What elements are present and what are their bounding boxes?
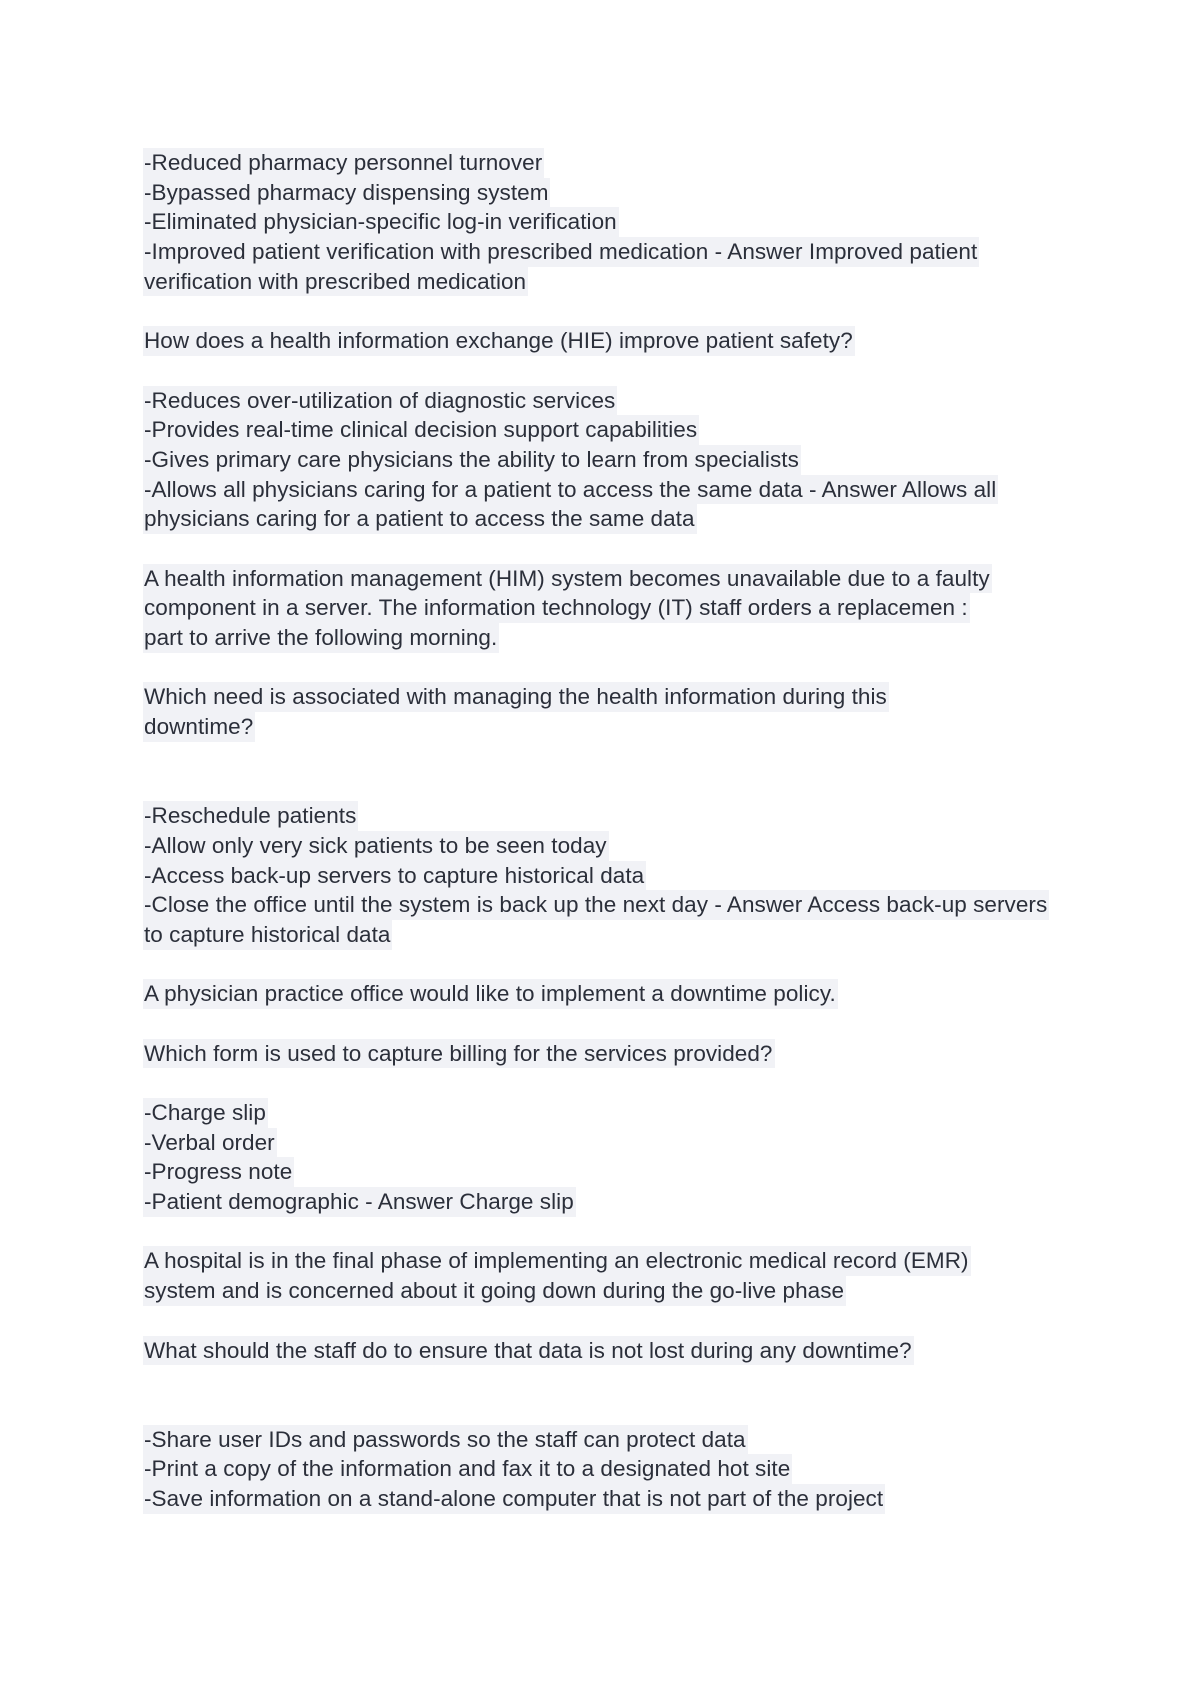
text-row: [143, 890, 1123, 920]
text-line: How does a health information exchange (HIE) improve patient safety?: [143, 326, 855, 356]
text-block: [143, 564, 1123, 653]
text-block: [143, 1336, 1123, 1366]
text-block: [143, 1246, 1123, 1305]
text-block: [143, 148, 1123, 296]
text-row: [143, 920, 1123, 950]
paragraph-gap: [143, 742, 1123, 801]
text-line: Which need is associated with managing the health information during this: [143, 682, 889, 712]
text-line: -Bypassed pharmacy dispensing system: [143, 178, 550, 208]
text-row: [143, 415, 1123, 445]
text-row: [143, 178, 1123, 208]
text-row: [143, 831, 1123, 861]
paragraph-gap: [143, 1068, 1123, 1098]
text-row: [143, 1336, 1123, 1366]
text-block: [143, 682, 1123, 741]
text-line: system and is concerned about it going down during the go-live phase: [143, 1276, 846, 1306]
text-line: component in a server. The information technology (IT) staff orders a replacemen :: [143, 593, 970, 623]
text-block: [143, 326, 1123, 356]
text-row: [143, 1425, 1123, 1455]
text-line: -Reschedule patients: [143, 801, 358, 831]
paragraph-gap: [143, 653, 1123, 683]
text-line: -Improved patient verification with prescribed medication - Answer Improved patient: [143, 237, 979, 267]
text-line: -Progress note: [143, 1157, 294, 1187]
text-block: [143, 386, 1123, 534]
text-row: [143, 623, 1123, 653]
text-row: [143, 1246, 1123, 1276]
document-content: [143, 148, 1123, 1514]
text-row: [143, 1157, 1123, 1187]
text-block: [143, 801, 1123, 949]
paragraph-gap: [143, 1365, 1123, 1424]
text-row: [143, 682, 1123, 712]
text-row: [143, 445, 1123, 475]
text-line: physicians caring for a patient to access the same data: [143, 504, 697, 534]
text-line: -Verbal order: [143, 1128, 277, 1158]
paragraph-gap: [143, 296, 1123, 326]
text-row: [143, 1039, 1123, 1069]
text-line: -Patient demographic - Answer Charge slip: [143, 1187, 576, 1217]
text-line: -Reduced pharmacy personnel turnover: [143, 148, 544, 178]
paragraph-gap: [143, 1217, 1123, 1247]
text-row: [143, 1484, 1123, 1514]
text-line: -Eliminated physician-specific log-in verification: [143, 207, 619, 237]
text-line: -Share user IDs and passwords so the staff can protect data: [143, 1425, 748, 1455]
text-block: [143, 1425, 1123, 1514]
text-line: verification with prescribed medication: [143, 267, 528, 297]
text-line: -Allows all physicians caring for a patient to access the same data - Answer Allows all: [143, 475, 998, 505]
text-row: [143, 1454, 1123, 1484]
text-line: A hospital is in the final phase of implementing an electronic medical record (EMR): [143, 1246, 971, 1276]
text-line: -Close the office until the system is back up the next day - Answer Access back-up servers: [143, 890, 1049, 920]
text-line: downtime?: [143, 712, 255, 742]
text-row: [143, 593, 1123, 623]
text-row: [143, 207, 1123, 237]
paragraph-gap: [143, 950, 1123, 980]
text-block: [143, 979, 1123, 1009]
text-row: [143, 861, 1123, 891]
text-line: -Charge slip: [143, 1098, 268, 1128]
text-row: [143, 237, 1123, 267]
text-line: -Gives primary care physicians the ability to learn from specialists: [143, 445, 801, 475]
text-line: A physician practice office would like to implement a downtime policy.: [143, 979, 838, 1009]
text-row: [143, 564, 1123, 594]
text-row: [143, 504, 1123, 534]
paragraph-gap: [143, 1009, 1123, 1039]
paragraph-gap: [143, 1306, 1123, 1336]
text-line: to capture historical data: [143, 920, 392, 950]
text-line: -Access back-up servers to capture historical data: [143, 861, 646, 891]
text-block: [143, 1039, 1123, 1069]
paragraph-gap: [143, 356, 1123, 386]
text-row: [143, 1276, 1123, 1306]
text-row: [143, 326, 1123, 356]
text-row: [143, 148, 1123, 178]
text-line: Which form is used to capture billing for the services provided?: [143, 1039, 775, 1069]
text-row: [143, 475, 1123, 505]
text-line: What should the staff do to ensure that data is not lost during any downtime?: [143, 1336, 914, 1366]
text-line: -Provides real-time clinical decision support capabilities: [143, 415, 699, 445]
paragraph-gap: [143, 534, 1123, 564]
text-line: part to arrive the following morning.: [143, 623, 499, 653]
text-line: -Allow only very sick patients to be seen today: [143, 831, 609, 861]
text-line: -Reduces over-utilization of diagnostic services: [143, 386, 617, 416]
text-line: A health information management (HIM) system becomes unavailable due to a faulty: [143, 564, 992, 594]
text-row: [143, 267, 1123, 297]
text-row: [143, 386, 1123, 416]
text-row: [143, 801, 1123, 831]
text-line: -Print a copy of the information and fax it to a designated hot site: [143, 1454, 792, 1484]
text-row: [143, 1098, 1123, 1128]
text-row: [143, 1128, 1123, 1158]
text-row: [143, 712, 1123, 742]
text-row: [143, 1187, 1123, 1217]
text-row: [143, 979, 1123, 1009]
text-line: -Save information on a stand-alone computer that is not part of the project: [143, 1484, 885, 1514]
text-block: [143, 1098, 1123, 1217]
